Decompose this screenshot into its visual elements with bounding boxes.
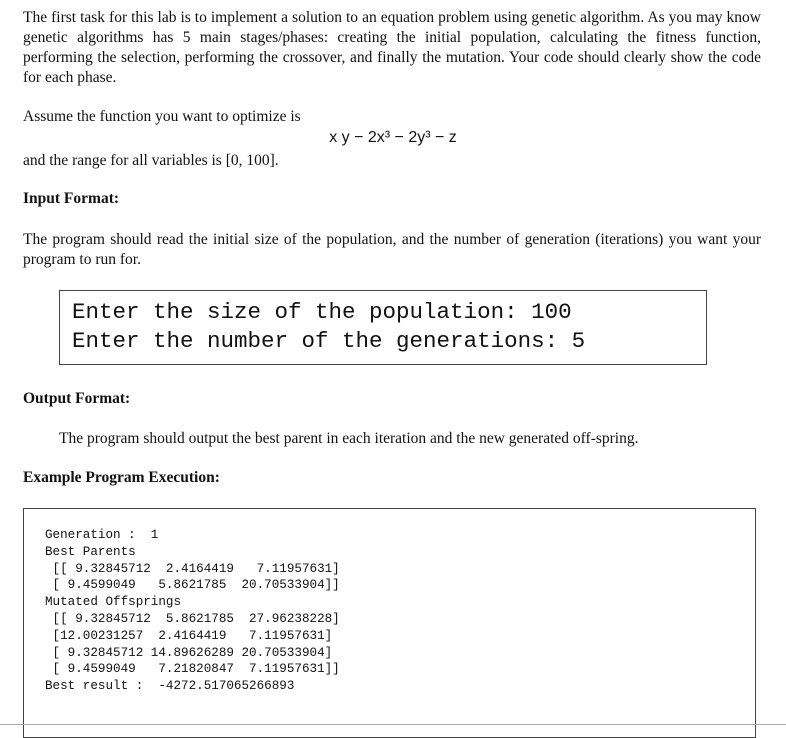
code-line: [[ 9.32845712 2.4164419 7.11957631] <box>45 561 340 576</box>
output-format-heading: Output Format: <box>23 390 131 407</box>
input-example-box <box>59 290 707 365</box>
code-line: [ 9.4599049 5.8621785 20.70533904]] <box>45 578 340 593</box>
code-line: Mutated Offsprings <box>45 595 182 610</box>
code-line: Generation : 1 <box>45 528 159 542</box>
formula: x y − 2x³ − 2y³ − z <box>329 129 457 146</box>
output-format-description: The program should output the best parent in each iteration and the new generated off-spring. <box>59 430 639 447</box>
example-heading: Example Program Execution: <box>23 469 220 486</box>
code-line: [ 9.4599049 7.21820847 7.11957631]] <box>45 662 340 677</box>
code-line: [[ 9.32845712 5.8621785 27.96238228] <box>45 611 340 626</box>
code-line: [ 9.32845712 14.89626289 20.70533904] <box>45 645 333 660</box>
input-line-population: Enter the size of the population: 100 <box>72 299 572 325</box>
example-output-box <box>23 508 756 738</box>
input-format-heading: Input Format: <box>23 190 120 207</box>
range-text: and the range for all variables is [0, 100]. <box>23 152 279 169</box>
code-line: Best result : -4272.517065266893 <box>45 679 295 694</box>
input-format-description: The program should read the initial size of the population, and the number of generation (iterations) you want your program to run for. <box>23 231 761 268</box>
code-line: Best Parents <box>45 544 136 559</box>
page-bottom-divider <box>0 724 786 725</box>
assume-text: Assume the function you want to optimize is <box>23 108 301 125</box>
intro-paragraph: The first task for this lab is to implement a solution to an equation problem using genetic algorithm. As you may know genetic algorithms has 5 main stages/phases: creating the initial population, calculating the fitness function, performing the selection, performing the crossover, and finally the mutation. Your code should clearly show the code for each phase. <box>23 9 761 86</box>
code-line: [12.00231257 2.4164419 7.11957631] <box>45 628 333 643</box>
input-line-generations: Enter the number of the generations: 5 <box>72 328 586 354</box>
